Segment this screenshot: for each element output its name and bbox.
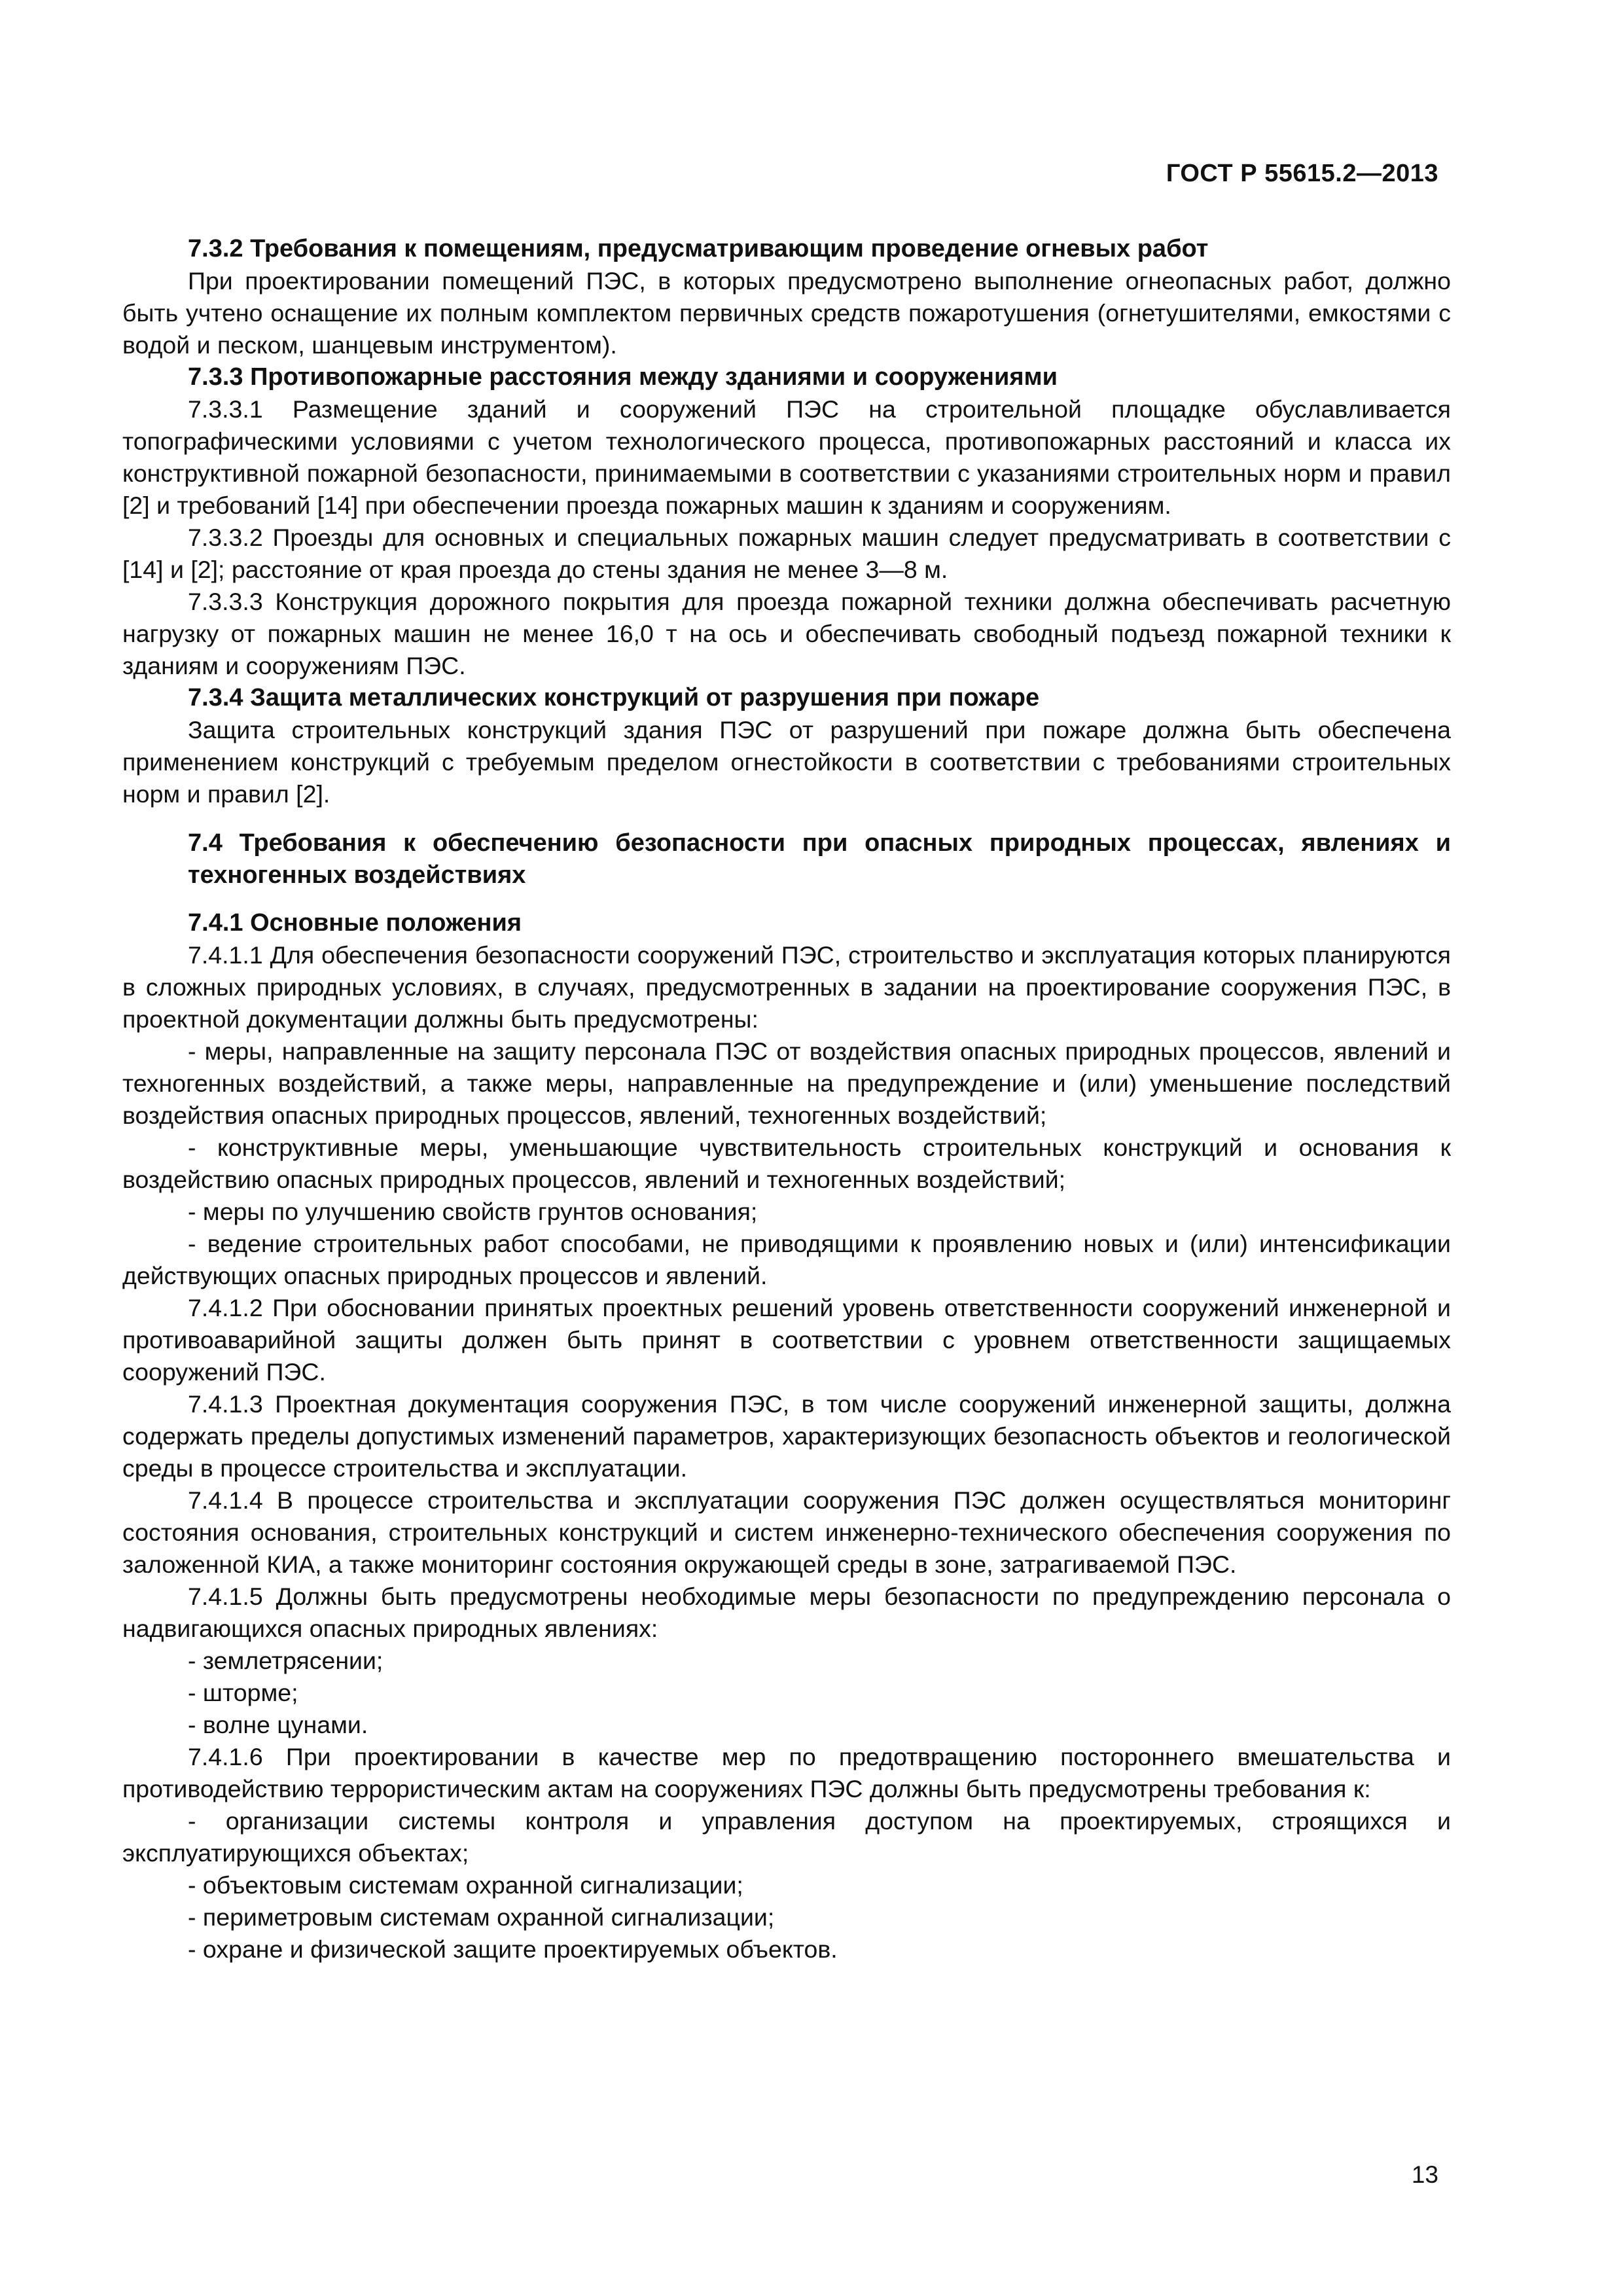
paragraph: Защита строительных конструкций здания ПЭС от разрушений при пожаре должна быть обеспечена применением конструкций с требуемым пределом огнестойкости в соответствии с требованиями строительных норм и правил [2]. <box>122 716 1451 808</box>
list-item: - организации системы контроля и управления доступом на проектируемых, строящихся и эксплуатирующихся объектах; <box>122 1807 1451 1867</box>
list-item: - меры по улучшению свойств грунтов основания; <box>188 1198 758 1225</box>
list-item: - периметровым системам охранной сигнализации; <box>188 1903 775 1931</box>
paragraph-7-4-1-4: 7.4.1.4 В процессе строительства и эксплуатации сооружения ПЭС должен осуществляться мониторинг состояния основания, строительных конструкций и систем инженерно-технического обеспечения сооружения по заложенной КИА, а также мониторинг состояния окружающей среды в зоне, затрагиваемой ПЭС. <box>122 1486 1451 1578</box>
paragraph-7-3-3-3: 7.3.3.3 Конструкция дорожного покрытия для проезда пожарной техники должна обеспечивать расчетную нагрузку от пожарных машин не менее 16,0 т на ось и обеспечивать свободный подъезд пожарной техники к зданиям и сооружениям ПЭС. <box>122 588 1451 679</box>
heading-7-3-4: 7.3.4 Защита металлических конструкций от разрушения при пожаре <box>188 684 1040 711</box>
paragraph-7-4-1-2: 7.4.1.2 При обосновании принятых проектных решений уровень ответственности сооружений инженерной и противоаварийной защиты должен быть принят в соответствии с уровнем ответственности защищаемых сооружений ПЭС. <box>122 1294 1451 1386</box>
heading-7-3-2: 7.3.2 Требования к помещениям, предусматривающим проведение огневых работ <box>188 235 1209 262</box>
paragraph-7-4-1-6: 7.4.1.6 При проектировании в качестве мер по предотвращению постороннего вмешательства и противодействию террористическим актам на сооружениях ПЭС должны быть предусмотрены требования к: <box>122 1743 1451 1803</box>
list-item: - шторме; <box>188 1679 298 1706</box>
list-item: - ведение строительных работ способами, не приводящими к проявлению новых и (или) интенсификации действующих опасных природных процессов и явлений. <box>122 1230 1451 1289</box>
paragraph-7-4-1-3: 7.4.1.3 Проектная документация сооружения ПЭС, в том числе сооружений инженерной защиты, должна содержать пределы допустимых изменений параметров, характеризующих безопасность объектов и геологической среды в процессе строительства и эксплуатации. <box>122 1390 1451 1482</box>
heading-7-4: 7.4 Требования к обеспечению безопасности при опасных природных процессах, явлениях и техногенных воздействиях <box>188 829 1451 889</box>
document-body <box>122 233 1451 1965</box>
paragraph-7-4-1-5: 7.4.1.5 Должны быть предусмотрены необходимые меры безопасности по предупреждению персонала о надвигающихся опасных природных явлениях: <box>122 1583 1451 1642</box>
list-item: - объектовым системам охранной сигнализации; <box>188 1871 743 1899</box>
paragraph: При проектировании помещений ПЭС, в которых предусмотрено выполнение огнеопасных работ, должно быть учтено оснащение их полным комплектом первичных средств пожаротушения (огнетушителями, емкостями с водой и песком, шанцевым инструментом). <box>122 267 1451 359</box>
list-item: - охране и физической защите проектируемых объектов. <box>188 1935 838 1963</box>
paragraph-7-3-3-2: 7.3.3.2 Проезды для основных и специальных пожарных машин следует предусматривать в соответствии с [14] и [2]; расстояние от края проезда до стены здания не менее 3—8 м. <box>122 524 1451 583</box>
list-item: - конструктивные меры, уменьшающие чувствительность строительных конструкций и основания к воздействию опасных природных процессов, явлений и техногенных воздействий; <box>122 1134 1451 1193</box>
document-code: ГОСТ Р 55615.2—2013 <box>1166 160 1438 187</box>
heading-7-4-1: 7.4.1 Основные положения <box>188 909 522 937</box>
list-item: - меры, направленные на защиту персонала ПЭС от воздействия опасных природных процессов, явлений и техногенных воздействий, а также меры, направленные на предупреждение и (или) уменьшение последствий воздействия опасных природных процессов, явлений, техногенных воздействий; <box>122 1037 1451 1129</box>
heading-7-3-3: 7.3.3 Противопожарные расстояния между зданиями и сооружениями <box>188 363 1058 391</box>
page-number: 13 <box>1411 2161 1438 2188</box>
paragraph-7-4-1-1: 7.4.1.1 Для обеспечения безопасности сооружений ПЭС, строительство и эксплуатация которых планируются в сложных природных условиях, в случаях, предусмотренных в задании на проектирование сооружения ПЭС, в проектной документации должны быть предусмотрены: <box>122 941 1451 1033</box>
list-item: - землетрясении; <box>188 1647 383 1674</box>
paragraph-7-3-3-1: 7.3.3.1 Размещение зданий и сооружений ПЭС на строительной площадке обуславливается топографическими условиями с учетом технологического процесса, противопожарных расстояний и класса их конструктивной пожарной безопасности, принимаемыми в соответствии с указаниями строительных норм и правил [2] и требований [14] при обеспечении проезда пожарных машин к зданиям и сооружениям. <box>122 395 1451 519</box>
list-item: - волне цунами. <box>188 1711 368 1738</box>
